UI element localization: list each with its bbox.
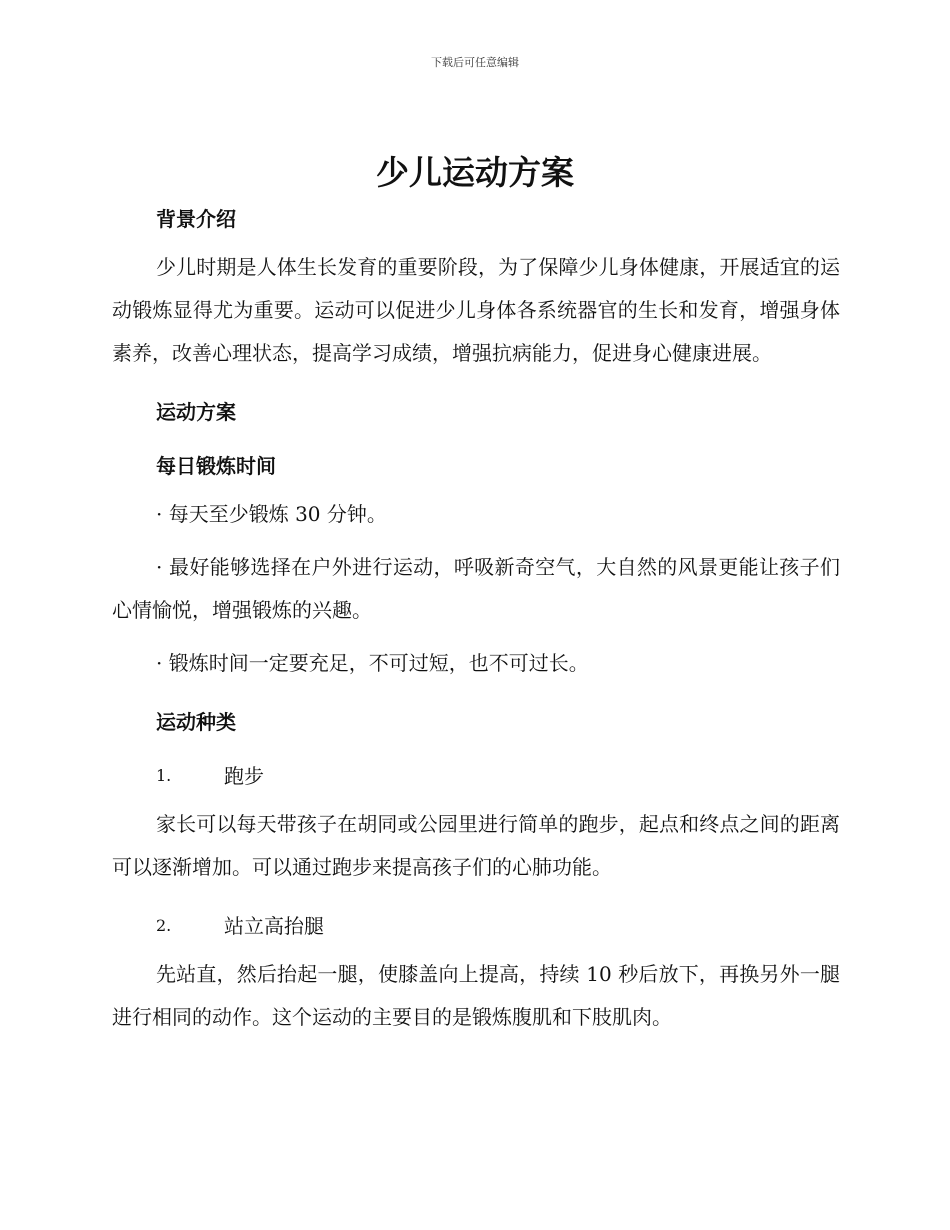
section-heading-daily-time: 每日锻炼时间 — [156, 454, 276, 478]
item-name: 站立高抬腿 — [224, 914, 324, 938]
high-knee-description: 先站直，然后抬起一腿，使膝盖向上提高，持续 10 秒后放下，再换另外一腿进行相同的动作。这个运动的主要目的是锻炼腹肌和下肢肌肉。 — [112, 962, 840, 1029]
numbered-item-running — [112, 759, 840, 793]
document-body — [112, 202, 840, 1039]
background-paragraph: 少儿时期是人体生长发育的重要阶段，为了保障少儿身体健康，开展适宜的运动锻炼显得尤为重要。运动可以促进少儿身体各系统器官的生长和发育，增强身体素养，改善心理状态，提高学习成绩，增强抗病能力，促进身心健康进展。 — [112, 255, 840, 365]
item-number: 1. — [156, 766, 172, 785]
bullet-item: · 每天至少锻炼 30 分钟。 — [156, 502, 387, 526]
page-title: 少儿运动方案 — [376, 153, 574, 192]
section-heading-types: 运动种类 — [156, 710, 236, 734]
bullet-item: · 最好能够选择在户外进行运动，呼吸新奇空气，大自然的风景更能让孩子们心情愉悦，增强锻炼的兴趣。 — [112, 555, 840, 622]
bullet-item: · 锻炼时间一定要充足，不可过短，也不可过长。 — [156, 651, 589, 675]
header-note: 下载后可任意编辑 — [431, 56, 519, 69]
running-description: 家长可以每天带孩子在胡同或公园里进行简单的跑步，起点和终点之间的距离可以逐渐增加。可以通过跑步来提高孩子们的心肺功能。 — [112, 812, 840, 879]
section-heading-background: 背景介绍 — [156, 207, 236, 231]
numbered-item-high-knee — [112, 909, 840, 943]
item-name: 跑步 — [224, 764, 264, 788]
item-number: 2. — [156, 916, 172, 935]
section-heading-plan: 运动方案 — [156, 400, 236, 424]
